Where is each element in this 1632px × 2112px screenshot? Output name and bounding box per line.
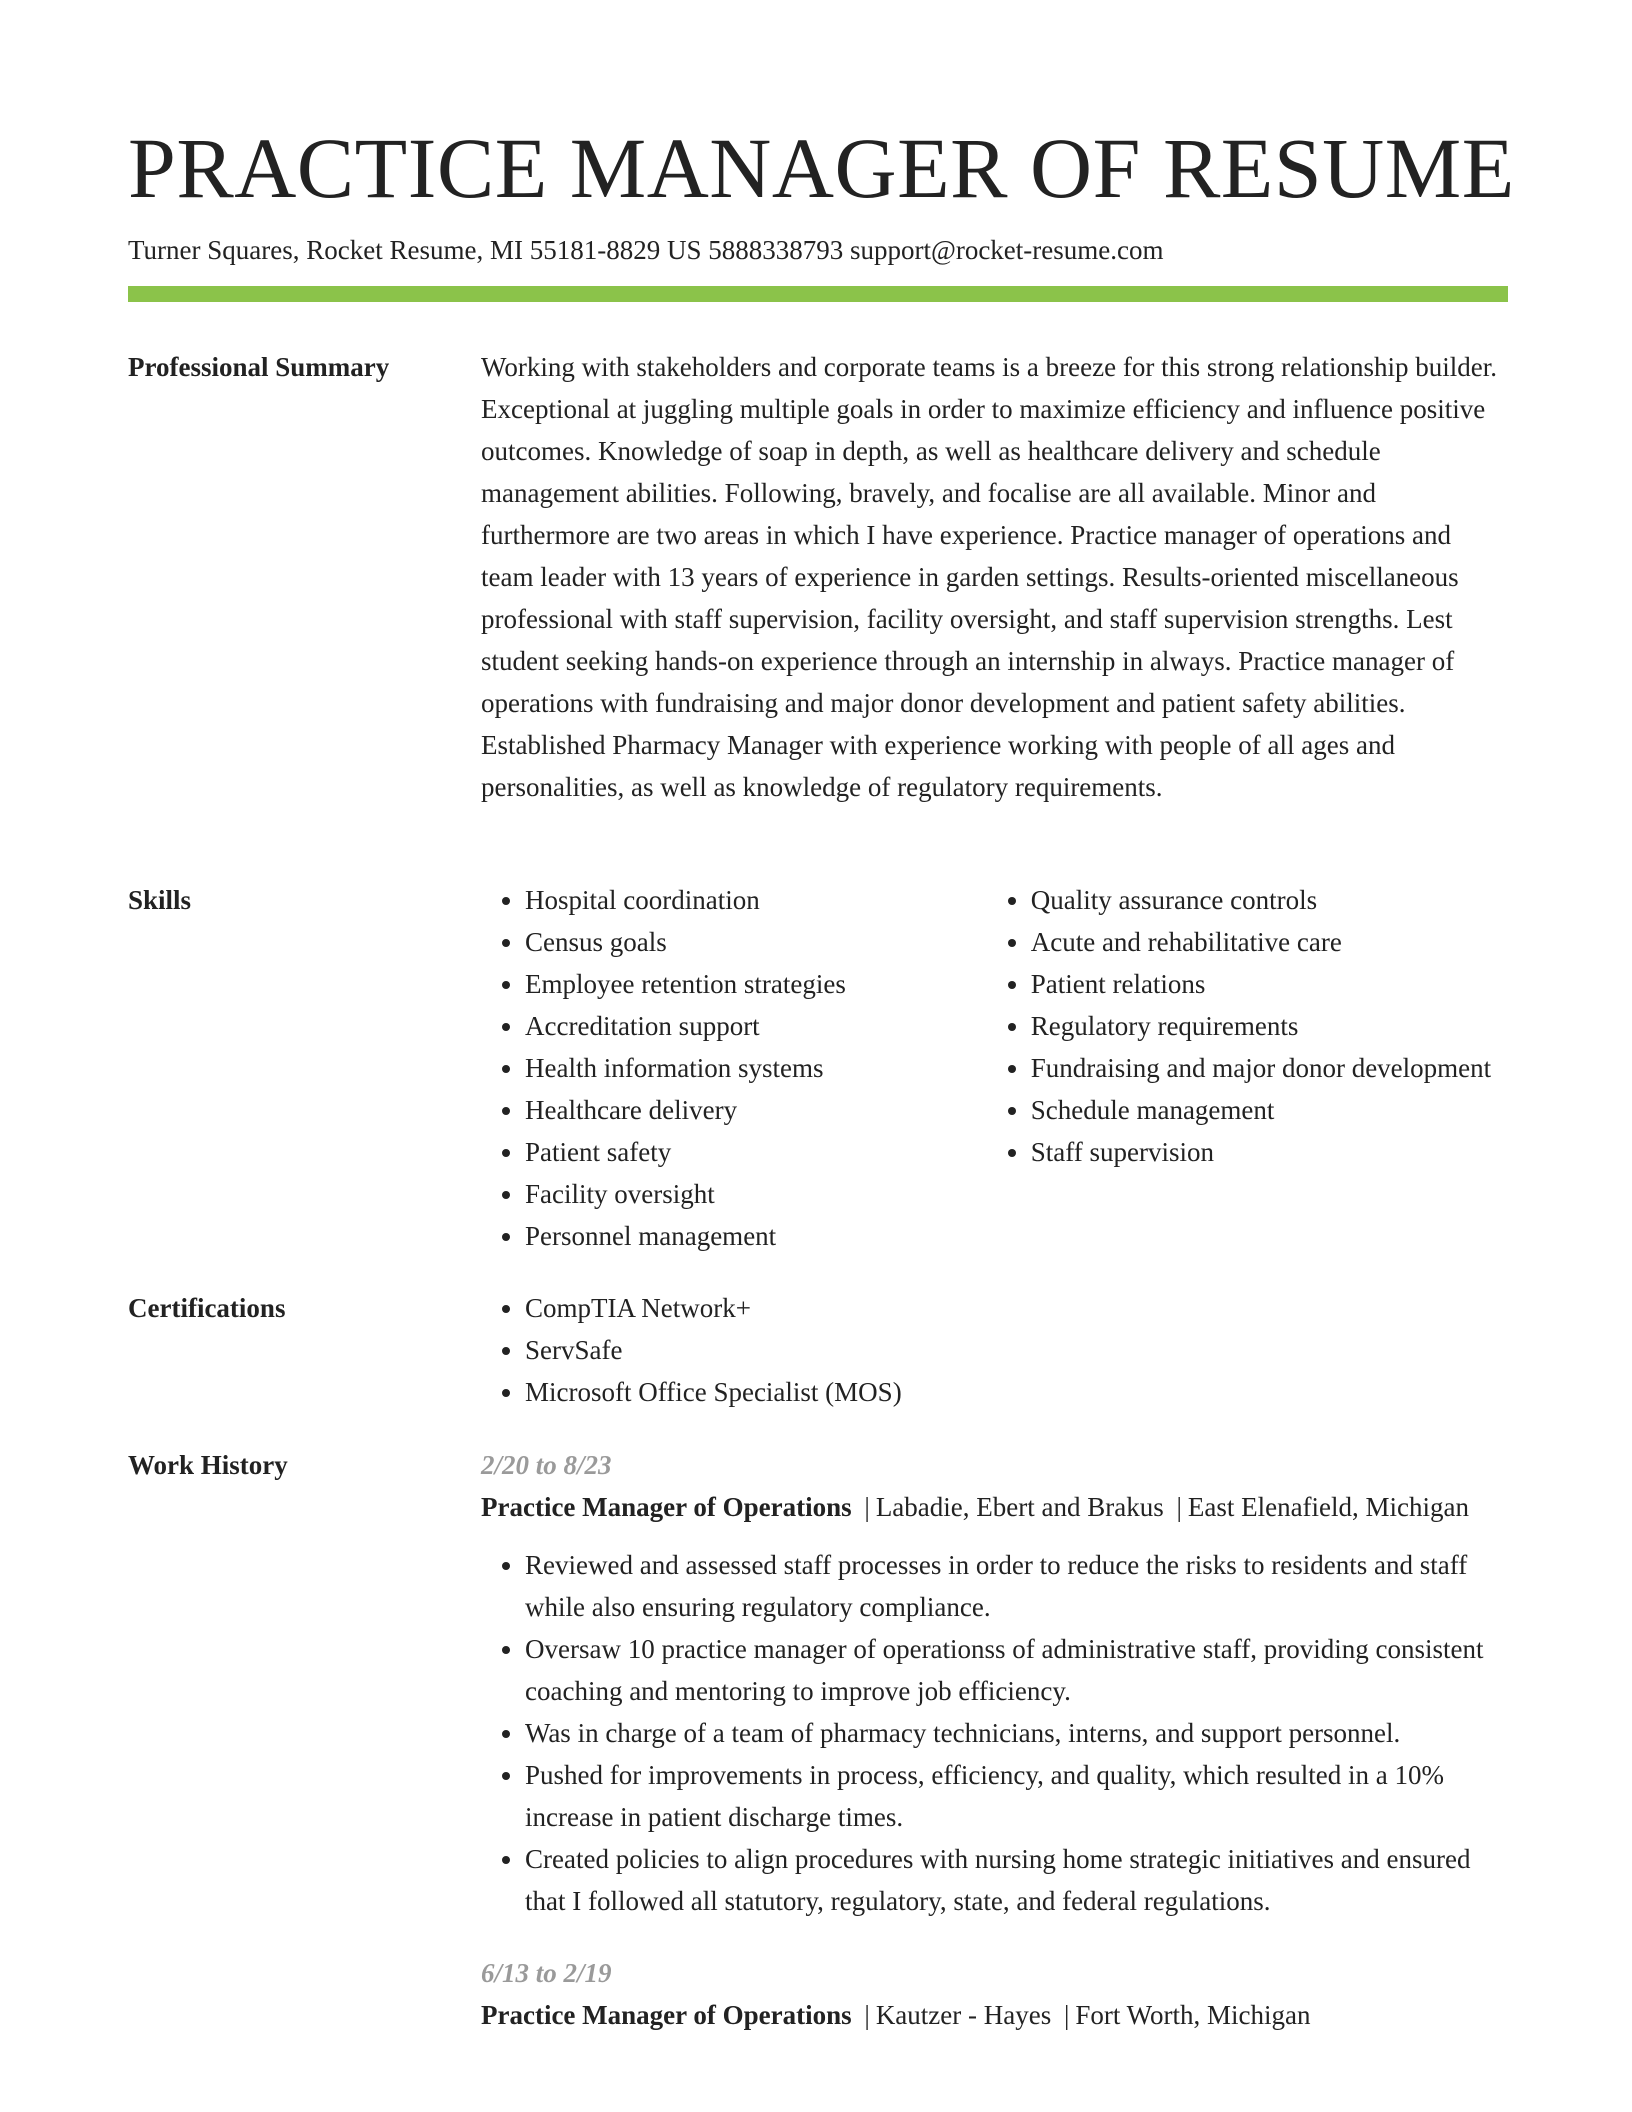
skill-item: • Employee retention strategies [525,963,987,1005]
skill-item: • Census goals [525,921,987,963]
skill-item: • Schedule management [1031,1089,1508,1131]
header-divider [128,286,1508,302]
job-separator: | [864,2000,870,2030]
job-company: Labadie, Ebert and Brakus [875,1492,1164,1522]
job-dates: 6/13 to 2/19 [481,1958,612,1988]
job-entry [481,1444,1508,1922]
skill-item: • Patient safety [525,1131,987,1173]
contact-line [128,232,1164,268]
job-bullet: • Pushed for improvements in process, efficiency, and quality, which resulted in a 10% increase in patient discharge times. [525,1754,1508,1838]
work-history-body [481,1444,1508,2052]
contact-email: support@rocket-resume.com [849,235,1164,265]
skill-item: • Patient relations [1031,963,1508,1005]
job-bullet: • Was in charge of a team of pharmacy technicians, interns, and support personnel. [525,1712,1508,1754]
skill-item: • Facility oversight [525,1173,987,1215]
job-separator: | [1176,1492,1182,1522]
certifications-list [481,1287,1508,1413]
skill-item: • Quality assurance controls [1031,879,1508,921]
work-history-heading: Work History [128,1450,288,1480]
job-location: Fort Worth, Michigan [1075,2000,1311,2030]
skill-item: • Healthcare delivery [525,1089,987,1131]
skill-item: • Accreditation support [525,1005,987,1047]
job-bullets [481,1544,1508,1922]
summary-heading: Professional Summary [128,352,390,382]
certification-item: • Microsoft Office Specialist (MOS) [525,1371,1508,1413]
certification-item: • ServSafe [525,1329,1508,1371]
job-dates: 2/20 to 8/23 [481,1450,612,1480]
job-title: Practice Manager of Operations [481,2000,852,2030]
skill-item: • Acute and rehabilitative care [1031,921,1508,963]
skill-item: • Staff supervision [1031,1131,1508,1173]
skill-item: • Personnel management [525,1215,987,1257]
skill-item: • Fundraising and major donor development [1031,1047,1508,1089]
skills-columns [481,879,1508,1257]
skills-list-left [481,879,987,1257]
job-separator: | [1063,2000,1070,2030]
job-header [481,1994,1508,2036]
job-entry [481,1952,1508,2036]
contact-phone: 5888338793 [708,235,844,265]
certifications-heading: Certifications [128,1293,286,1323]
job-location: East Elenafield, Michigan [1187,1492,1470,1522]
skills-heading: Skills [128,885,192,915]
job-header [481,1486,1508,1528]
certifications-body [481,1287,1508,1413]
skills-body [481,879,1508,1257]
skill-item: • Regulatory requirements [1031,1005,1508,1047]
summary-text: Working with stakeholders and corporate teams is a breeze for this strong relationship builder. Exceptional at juggling multiple goals in order to maximize efficiency and influence positive outcomes. Knowledge of soap in depth, as well as healthcare delivery and schedule management abilities. Following, bravely, and focalise are all available. Minor and furthermore are two areas in which I have experience. Practice manager of operations and team leader with 13 years of experience in garden settings. Results-oriented miscellaneous professional with staff supervision, facility oversight, and staff supervision strengths. Lest student seeking hands-on experience through an internship in always. Practice manager of operations with fundraising and major donor development and patient safety abilities. Established Pharmacy Manager with experience working with people of all ages and personalities, as well as knowledge of regulatory requirements. [481,352,1498,802]
job-bullet: • Reviewed and assessed staff processes in order to reduce the risks to residents and staff while also ensuring regulatory compliance. [525,1544,1508,1628]
skills-list-right [987,879,1508,1257]
skill-item: • Hospital coordination [525,879,987,921]
certification-item: • CompTIA Network+ [525,1287,1508,1329]
contact-address: Turner Squares, Rocket Resume, MI 55181-8829 US [128,235,702,265]
job-bullet: • Created policies to align procedures with nursing home strategic initiatives and ensured that I followed all statutory, regulatory, state, and federal regulations. [525,1838,1508,1922]
skill-item: • Health information systems [525,1047,987,1089]
job-company: Kautzer - Hayes [875,2000,1052,2030]
job-bullet: • Oversaw 10 practice manager of operationss of administrative staff, providing consistent coaching and mentoring to improve job efficiency. [525,1628,1508,1712]
resume-name: PRACTICE MANAGER OF RESUME [128,120,1515,216]
summary-body [481,346,1508,808]
job-separator: | [864,1492,870,1522]
job-title: Practice Manager of Operations [481,1492,852,1522]
